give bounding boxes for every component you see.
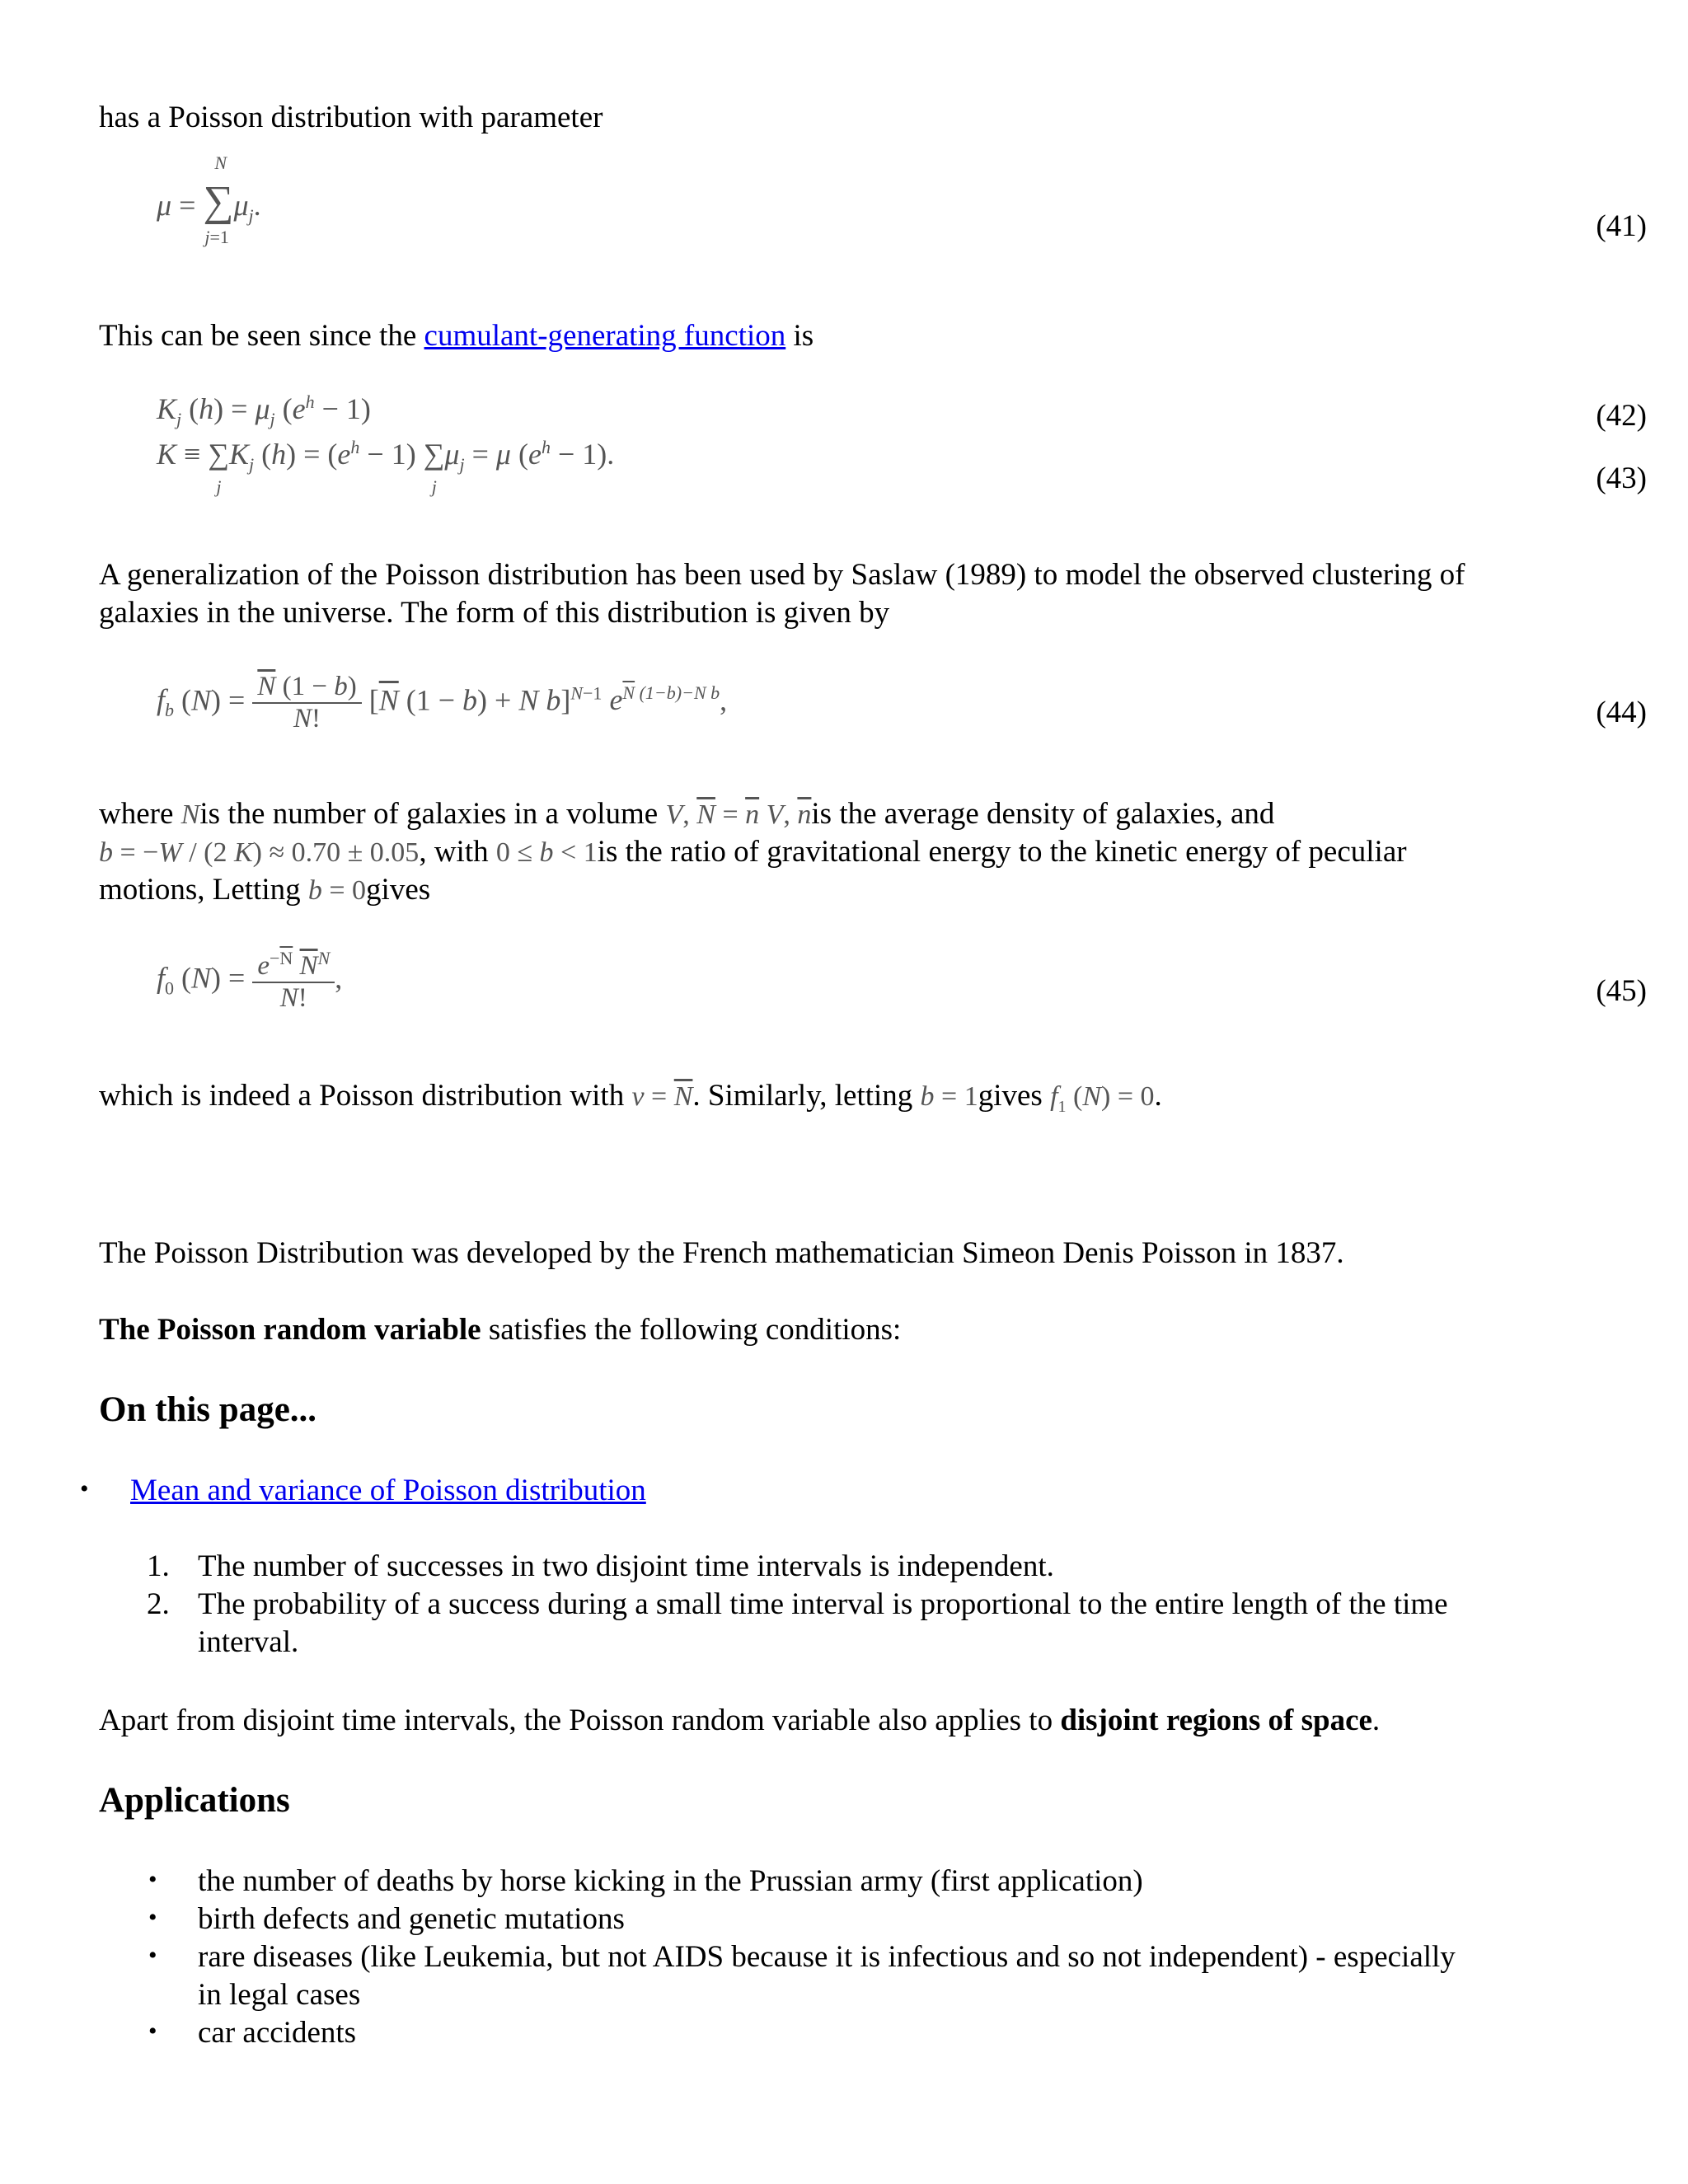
application-item-continuation: in legal cases xyxy=(198,1978,361,2012)
applications-heading: Applications xyxy=(99,1781,290,1820)
bullet-dot: • xyxy=(148,2018,157,2045)
application-item: the number of deaths by horse kicking in the Prussian army (first application) xyxy=(198,1864,1143,1898)
equation-number-45: (45) xyxy=(1596,974,1647,1008)
intro-text: has a Poisson distribution with parameter xyxy=(99,101,603,134)
application-item: car accidents xyxy=(198,2016,357,2050)
numbered-item-1-text: The number of successes in two disjoint time intervals is independent. xyxy=(198,1549,1054,1583)
saslaw-paragraph-line-2: galaxies in the universe. The form of this distribution is given by xyxy=(99,596,890,630)
equation-number-41: (41) xyxy=(1596,209,1647,243)
application-item: rare diseases (like Leukemia, but not AIDS because it is infectious and so not independent) - especially xyxy=(198,1940,1456,1974)
equation-44: $f_b$ (N) = $\frac{\overline{N} (1 - b)}{N!}$ [$\overline{N}$ (1 − b) + N b]$^{N-1}$ $e^{\overline{N} (1-b)-N b}$, xyxy=(157,672,728,733)
where-line-1: where Nis the number of galaxies in a volume V, $\overline{N} = \overline{n}$ V, $\overline{n}is$ the average density of galaxies, and xyxy=(99,797,1275,831)
numbered-item-2-text-line-1: The probability of a success during a small time interval is proportional to the entire length of the time xyxy=(198,1587,1448,1621)
saslaw-paragraph-line-1: A generalization of the Poisson distribution has been used by Saslaw (1989) to model the observed clustering of xyxy=(99,558,1465,592)
bullet-dot: • xyxy=(148,1942,157,1969)
equation-41: μ = ∑ N j=1 $\mu_j$. xyxy=(157,152,261,247)
equation-number-44: (44) xyxy=(1596,696,1647,729)
indeed-sentence: which is indeed a Poisson distribution with $\nu = \overline{N}$. Similarly, letting b = 1gives $f_1$ (N) = 0. xyxy=(99,1079,1162,1116)
numbered-item-1-num: 1. xyxy=(147,1549,170,1583)
where-line-3: motions, Letting b = 0gives xyxy=(99,873,431,907)
bullet-dot: • xyxy=(148,1904,157,1931)
where-line-2: b = −W / (2 K) ≈ 0.70 ± 0.05, with 0 ≤ b < 1is the ratio of gravitational energy to the kinetic energy of peculiar xyxy=(99,835,1407,869)
cumulant-generating-function-link[interactable]: cumulant-generating function xyxy=(424,319,786,353)
numbered-item-2-text-line-2: interval. xyxy=(198,1625,299,1659)
on-this-page-heading: On this page... xyxy=(99,1390,317,1429)
equation-number-43: (43) xyxy=(1596,462,1647,495)
conditions-sentence: The Poisson random variable satisfies the following conditions: xyxy=(99,1313,902,1347)
equation-number-42: (42) xyxy=(1596,399,1647,433)
mean-variance-link[interactable]: Mean and variance of Poisson distribution xyxy=(130,1474,646,1507)
bullet-dot: • xyxy=(148,1866,157,1893)
equation-43: K ≡ ∑ j $K_j$ $(h) = (e^h - 1)$ ∑ j $\mu_j = \mu$ $(e^h - 1)$. xyxy=(157,437,615,497)
numbered-item-2-num: 2. xyxy=(147,1587,170,1621)
cumulant-sentence: This can be seen since the cumulant-generating function is xyxy=(99,319,814,353)
application-item: birth defects and genetic mutations xyxy=(198,1902,625,1936)
bullet-dot: • xyxy=(80,1475,89,1502)
disjoint-regions-sentence: Apart from disjoint time intervals, the Poisson random variable also applies to disjoint regions of space. xyxy=(99,1704,1381,1737)
equation-42: $K_j$ $(h) = \mu_j$ $(e^h - 1)$ xyxy=(157,391,371,430)
history-sentence: The Poisson Distribution was developed by the French mathematician Simeon Denis Poisson in 1837. xyxy=(99,1236,1344,1270)
equation-45: $f_0$ (N) = $\frac{e^{-\overline{N}} \overline{N}^N}{N!}$ , xyxy=(157,948,343,1013)
